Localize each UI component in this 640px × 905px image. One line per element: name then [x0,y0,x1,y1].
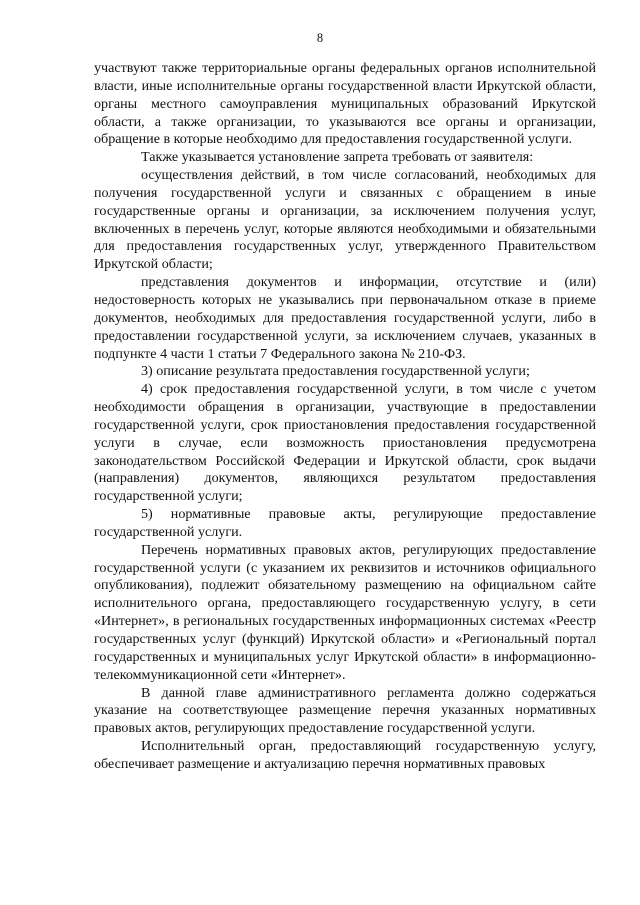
paragraph-item-4: 4) срок предоставления государственной услуги, в том числе с учетом необходимости обращения в организации, участвующие в предоставлении государственной услуги, срок приостановления предоставления государственной услуги в случае, если возможность приостановления предусмотрена законодательством Российской Федерации и Иркутской области, срок выдачи (направления) документов, являющихся результатом предоставления государственной услуги; [94,381,596,505]
page-number: 8 [316,31,324,45]
document-body [94,60,596,774]
paragraph-continuation: участвуют также территориальные органы федеральных органов исполнительной власти, иные исполнительные органы государственной власти Иркутской области, органы местного самоуправления муниципальных образований Иркутской области, а также организации, то указываются все органы и организации, обращение в которые необходимо для предоставления государственной услуги. [94,60,596,148]
paragraph-executive-body: Исполнительный орган, предоставляющий государственную услугу, обеспечивает размещение и актуализацию перечня нормативных правовых [94,738,596,772]
paragraph-item-5: 5) нормативные правовые акты, регулирующие предоставление государственной услуги. [94,506,596,540]
paragraph-prohibition-intro: Также указывается установление запрета требовать от заявителя: [141,149,534,166]
paragraph-item-3: 3) описание результата предоставления государственной услуги; [141,363,530,380]
paragraph-actions: осуществления действий, в том числе согласований, необходимых для получения государственной услуги и связанных с обращением в иные государственные органы и организации, за исключением получения услуг, включенных в перечень услуг, которые являются необходимыми и обязательными для предоставления государственных услуг, утвержденного Правительством Иркутской области; [94,167,596,273]
paragraph-documents: представления документов и информации, отсутствие и (или) недостоверность которых не указывались при первоначальном отказе в приеме документов, необходимых для предоставления государственной услуги, либо в предоставлении государственной услуги, за исключением случаев, указанных в подпункте 4 части 1 статьи 7 Федерального закона № 210-ФЗ. [94,274,596,362]
paragraph-list-of-acts: Перечень нормативных правовых актов, регулирующих предоставление государственной услуги (с указанием их реквизитов и источников официального опубликования), подлежит обязательному размещению на официальном сайте исполнительного органа, предоставляющего государственную услугу, в сети «Интернет», в региональных государственных информационных системах «Реестр государственных услуг (функций) Иркутской области» и «Региональный портал государственных и муниципальных услуг Иркутской области» в информационно-телекоммуникационной сети «Интернет». [94,541,596,683]
paragraph-chapter-note: В данной главе административного регламента должно содержаться указание на соответствующее размещение перечня указанных нормативных правовых актов, регулирующих предоставление государственной услуги. [94,684,596,737]
